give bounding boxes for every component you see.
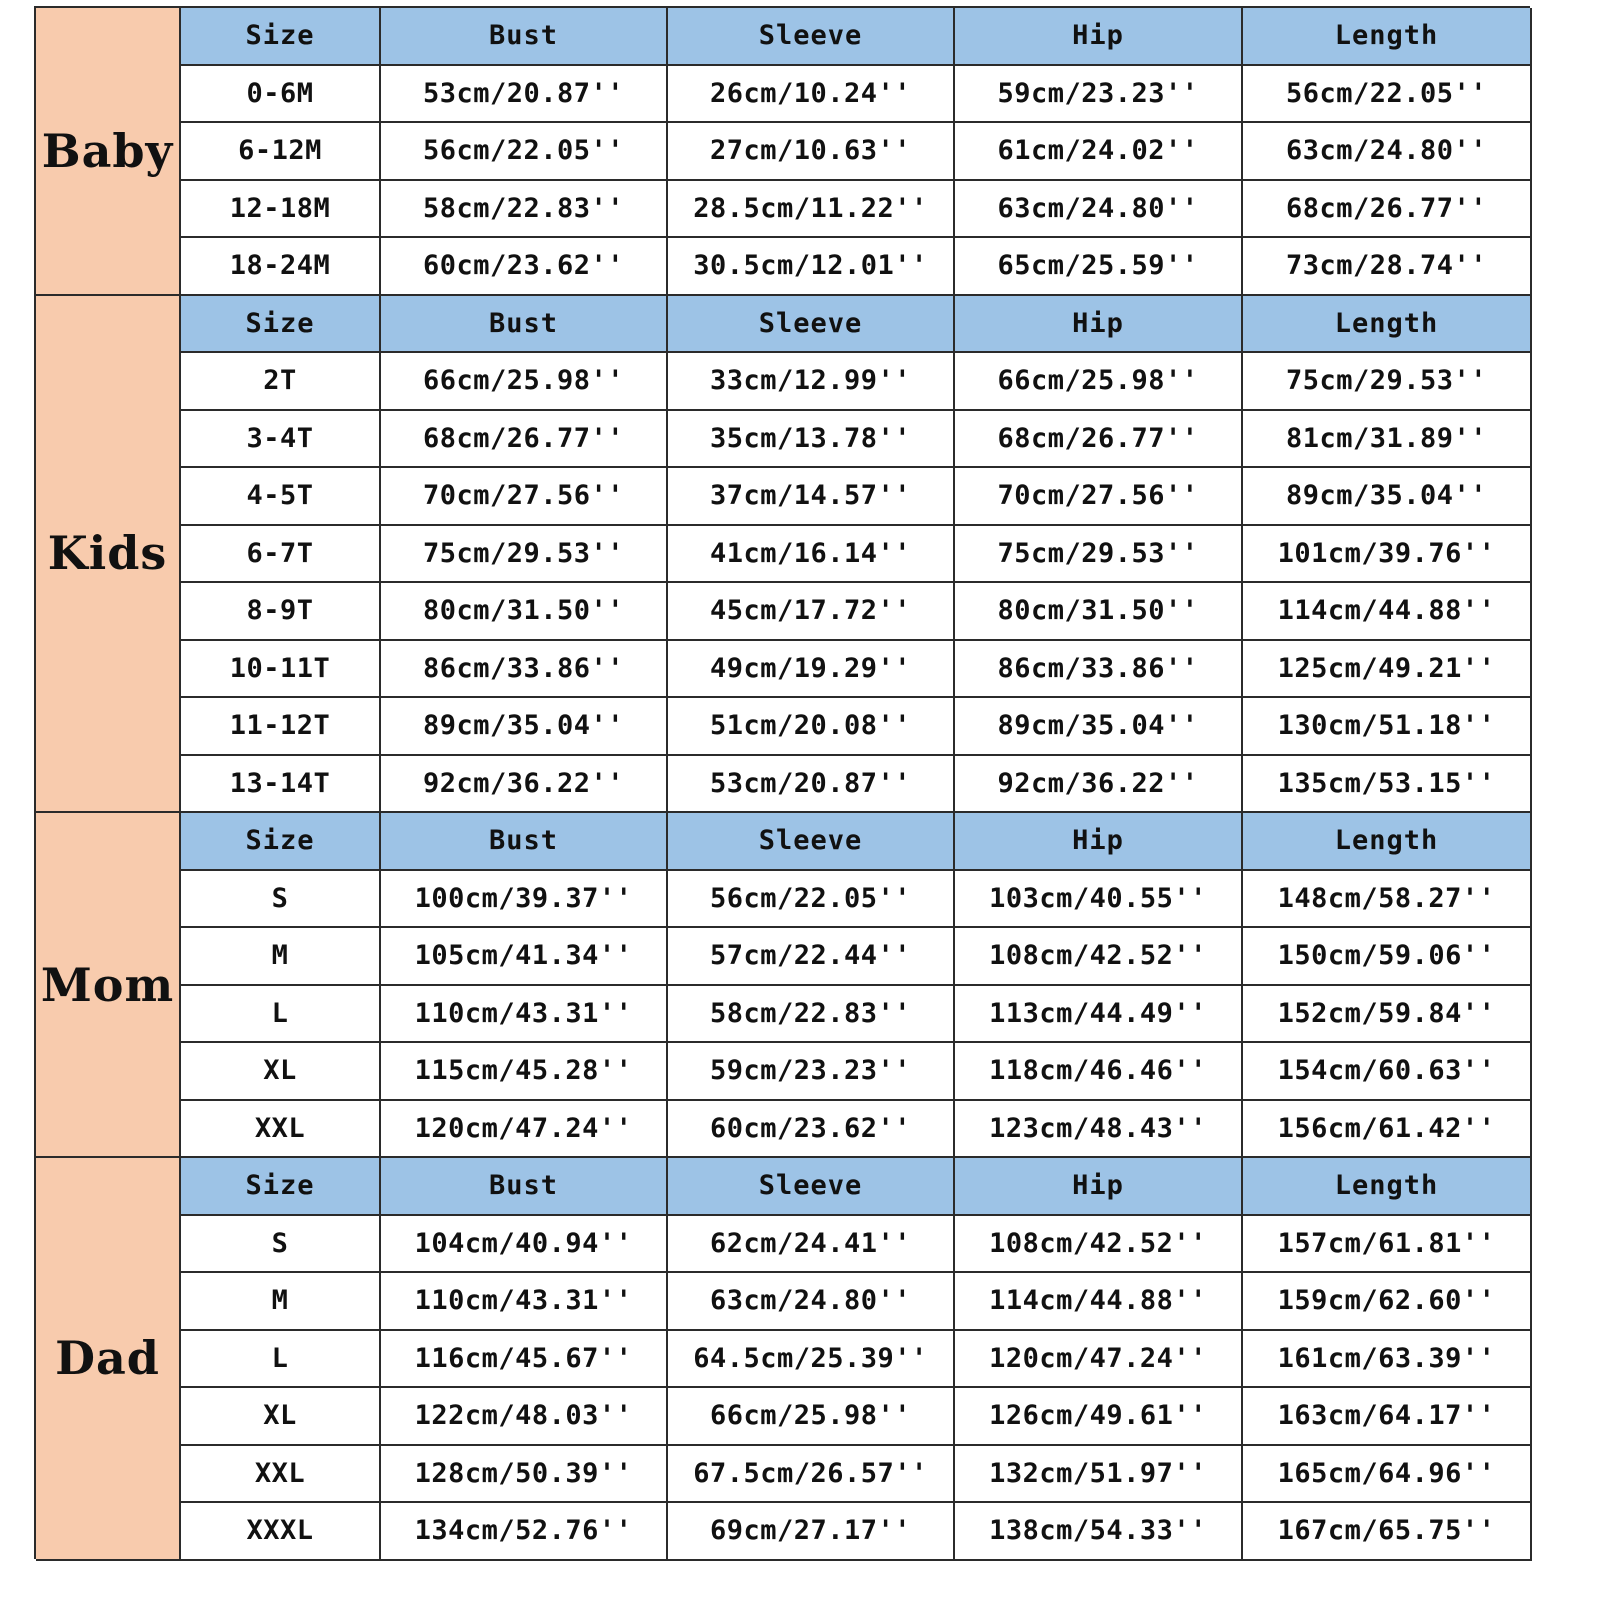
table-cell-hip: 123cm/48.43'' xyxy=(955,1101,1243,1159)
table-cell-bust: 134cm/52.76'' xyxy=(381,1503,668,1561)
table-cell-bust: 53cm/20.87'' xyxy=(381,66,668,124)
table-cell-size: 12-18M xyxy=(181,181,381,239)
table-cell-bust: 58cm/22.83'' xyxy=(381,181,668,239)
table-cell-hip: 61cm/24.02'' xyxy=(955,123,1243,181)
table-cell-size: 4-5T xyxy=(181,468,381,526)
table-cell-sleeve: 56cm/22.05'' xyxy=(668,871,955,929)
table-cell-hip: 86cm/33.86'' xyxy=(955,641,1243,699)
table-cell-sleeve: 69cm/27.17'' xyxy=(668,1503,955,1561)
table-cell-length: 135cm/53.15'' xyxy=(1243,756,1532,814)
header-bust: Bust xyxy=(381,1158,668,1216)
table-cell-bust: 116cm/45.67'' xyxy=(381,1331,668,1389)
table-cell-length: 152cm/59.84'' xyxy=(1243,986,1532,1044)
table-cell-bust: 68cm/26.77'' xyxy=(381,411,668,469)
table-cell-hip: 120cm/47.24'' xyxy=(955,1331,1243,1389)
table-cell-bust: 89cm/35.04'' xyxy=(381,698,668,756)
table-cell-size: XXXL xyxy=(181,1503,381,1561)
table-cell-size: S xyxy=(181,1216,381,1274)
header-length: Length xyxy=(1243,813,1532,871)
table-cell-size: 6-12M xyxy=(181,123,381,181)
table-cell-size: M xyxy=(181,1273,381,1331)
header-sleeve: Sleeve xyxy=(668,813,955,871)
table-cell-size: 13-14T xyxy=(181,756,381,814)
table-cell-bust: 110cm/43.31'' xyxy=(381,986,668,1044)
table-cell-length: 56cm/22.05'' xyxy=(1243,66,1532,124)
table-cell-hip: 70cm/27.56'' xyxy=(955,468,1243,526)
header-bust: Bust xyxy=(381,296,668,354)
table-cell-sleeve: 45cm/17.72'' xyxy=(668,583,955,641)
group-label-kids: Kids xyxy=(36,296,181,814)
table-cell-length: 75cm/29.53'' xyxy=(1243,353,1532,411)
table-cell-sleeve: 57cm/22.44'' xyxy=(668,928,955,986)
table-cell-length: 159cm/62.60'' xyxy=(1243,1273,1532,1331)
header-hip: Hip xyxy=(955,813,1243,871)
header-size: Size xyxy=(181,1158,381,1216)
header-hip: Hip xyxy=(955,296,1243,354)
header-bust: Bust xyxy=(381,813,668,871)
table-cell-hip: 126cm/49.61'' xyxy=(955,1388,1243,1446)
header-length: Length xyxy=(1243,1158,1532,1216)
table-cell-sleeve: 49cm/19.29'' xyxy=(668,641,955,699)
table-cell-size: S xyxy=(181,871,381,929)
table-cell-hip: 113cm/44.49'' xyxy=(955,986,1243,1044)
table-cell-bust: 70cm/27.56'' xyxy=(381,468,668,526)
table-cell-bust: 92cm/36.22'' xyxy=(381,756,668,814)
table-cell-length: 167cm/65.75'' xyxy=(1243,1503,1532,1561)
table-cell-sleeve: 58cm/22.83'' xyxy=(668,986,955,1044)
table-cell-bust: 104cm/40.94'' xyxy=(381,1216,668,1274)
table-cell-size: 0-6M xyxy=(181,66,381,124)
table-cell-bust: 120cm/47.24'' xyxy=(381,1101,668,1159)
table-cell-bust: 66cm/25.98'' xyxy=(381,353,668,411)
table-cell-length: 161cm/63.39'' xyxy=(1243,1331,1532,1389)
table-cell-sleeve: 37cm/14.57'' xyxy=(668,468,955,526)
table-cell-bust: 60cm/23.62'' xyxy=(381,238,668,296)
header-size: Size xyxy=(181,296,381,354)
header-sleeve: Sleeve xyxy=(668,296,955,354)
table-cell-size: L xyxy=(181,986,381,1044)
table-cell-sleeve: 63cm/24.80'' xyxy=(668,1273,955,1331)
header-hip: Hip xyxy=(955,1158,1243,1216)
table-cell-sleeve: 53cm/20.87'' xyxy=(668,756,955,814)
table-cell-hip: 103cm/40.55'' xyxy=(955,871,1243,929)
table-cell-size: L xyxy=(181,1331,381,1389)
table-cell-length: 125cm/49.21'' xyxy=(1243,641,1532,699)
table-cell-sleeve: 67.5cm/26.57'' xyxy=(668,1446,955,1504)
table-cell-bust: 122cm/48.03'' xyxy=(381,1388,668,1446)
table-cell-size: XL xyxy=(181,1388,381,1446)
table-cell-bust: 56cm/22.05'' xyxy=(381,123,668,181)
table-cell-length: 68cm/26.77'' xyxy=(1243,181,1532,239)
table-cell-bust: 105cm/41.34'' xyxy=(381,928,668,986)
header-length: Length xyxy=(1243,296,1532,354)
header-size: Size xyxy=(181,813,381,871)
table-cell-sleeve: 41cm/16.14'' xyxy=(668,526,955,584)
table-cell-hip: 118cm/46.46'' xyxy=(955,1043,1243,1101)
table-cell-length: 163cm/64.17'' xyxy=(1243,1388,1532,1446)
size-chart-grid xyxy=(34,6,1530,1559)
table-cell-hip: 66cm/25.98'' xyxy=(955,353,1243,411)
table-cell-sleeve: 59cm/23.23'' xyxy=(668,1043,955,1101)
table-cell-size: XXL xyxy=(181,1101,381,1159)
header-sleeve: Sleeve xyxy=(668,1158,955,1216)
table-cell-hip: 75cm/29.53'' xyxy=(955,526,1243,584)
table-cell-sleeve: 26cm/10.24'' xyxy=(668,66,955,124)
table-cell-length: 89cm/35.04'' xyxy=(1243,468,1532,526)
table-cell-length: 150cm/59.06'' xyxy=(1243,928,1532,986)
table-cell-length: 114cm/44.88'' xyxy=(1243,583,1532,641)
table-cell-sleeve: 64.5cm/25.39'' xyxy=(668,1331,955,1389)
table-cell-bust: 86cm/33.86'' xyxy=(381,641,668,699)
table-cell-bust: 80cm/31.50'' xyxy=(381,583,668,641)
table-cell-hip: 68cm/26.77'' xyxy=(955,411,1243,469)
table-cell-hip: 92cm/36.22'' xyxy=(955,756,1243,814)
table-cell-size: XL xyxy=(181,1043,381,1101)
header-length: Length xyxy=(1243,8,1532,66)
table-cell-bust: 128cm/50.39'' xyxy=(381,1446,668,1504)
table-cell-size: 3-4T xyxy=(181,411,381,469)
table-cell-length: 130cm/51.18'' xyxy=(1243,698,1532,756)
header-sleeve: Sleeve xyxy=(668,8,955,66)
table-cell-length: 101cm/39.76'' xyxy=(1243,526,1532,584)
table-cell-length: 165cm/64.96'' xyxy=(1243,1446,1532,1504)
table-cell-length: 148cm/58.27'' xyxy=(1243,871,1532,929)
table-cell-size: 8-9T xyxy=(181,583,381,641)
table-cell-sleeve: 66cm/25.98'' xyxy=(668,1388,955,1446)
table-cell-hip: 108cm/42.52'' xyxy=(955,1216,1243,1274)
table-cell-hip: 65cm/25.59'' xyxy=(955,238,1243,296)
table-cell-hip: 89cm/35.04'' xyxy=(955,698,1243,756)
table-cell-bust: 110cm/43.31'' xyxy=(381,1273,668,1331)
group-label-mom: Mom xyxy=(36,813,181,1158)
table-cell-size: 2T xyxy=(181,353,381,411)
group-label-baby: Baby xyxy=(36,8,181,296)
table-cell-size: 11-12T xyxy=(181,698,381,756)
table-cell-size: 6-7T xyxy=(181,526,381,584)
table-cell-sleeve: 35cm/13.78'' xyxy=(668,411,955,469)
table-cell-hip: 138cm/54.33'' xyxy=(955,1503,1243,1561)
table-cell-length: 154cm/60.63'' xyxy=(1243,1043,1532,1101)
size-chart xyxy=(34,6,1530,1559)
table-cell-size: 10-11T xyxy=(181,641,381,699)
table-cell-sleeve: 27cm/10.63'' xyxy=(668,123,955,181)
table-cell-sleeve: 62cm/24.41'' xyxy=(668,1216,955,1274)
header-size: Size xyxy=(181,8,381,66)
table-cell-hip: 114cm/44.88'' xyxy=(955,1273,1243,1331)
table-cell-length: 156cm/61.42'' xyxy=(1243,1101,1532,1159)
header-bust: Bust xyxy=(381,8,668,66)
table-cell-hip: 63cm/24.80'' xyxy=(955,181,1243,239)
table-cell-sleeve: 60cm/23.62'' xyxy=(668,1101,955,1159)
table-cell-hip: 80cm/31.50'' xyxy=(955,583,1243,641)
table-cell-hip: 132cm/51.97'' xyxy=(955,1446,1243,1504)
table-cell-length: 157cm/61.81'' xyxy=(1243,1216,1532,1274)
table-cell-hip: 108cm/42.52'' xyxy=(955,928,1243,986)
table-cell-sleeve: 33cm/12.99'' xyxy=(668,353,955,411)
table-cell-sleeve: 28.5cm/11.22'' xyxy=(668,181,955,239)
table-cell-length: 63cm/24.80'' xyxy=(1243,123,1532,181)
table-cell-size: XXL xyxy=(181,1446,381,1504)
table-cell-length: 73cm/28.74'' xyxy=(1243,238,1532,296)
table-cell-sleeve: 30.5cm/12.01'' xyxy=(668,238,955,296)
group-label-dad: Dad xyxy=(36,1158,181,1561)
table-cell-hip: 59cm/23.23'' xyxy=(955,66,1243,124)
table-cell-bust: 115cm/45.28'' xyxy=(381,1043,668,1101)
table-cell-bust: 75cm/29.53'' xyxy=(381,526,668,584)
table-cell-size: 18-24M xyxy=(181,238,381,296)
table-cell-sleeve: 51cm/20.08'' xyxy=(668,698,955,756)
table-cell-length: 81cm/31.89'' xyxy=(1243,411,1532,469)
table-cell-bust: 100cm/39.37'' xyxy=(381,871,668,929)
header-hip: Hip xyxy=(955,8,1243,66)
table-cell-size: M xyxy=(181,928,381,986)
